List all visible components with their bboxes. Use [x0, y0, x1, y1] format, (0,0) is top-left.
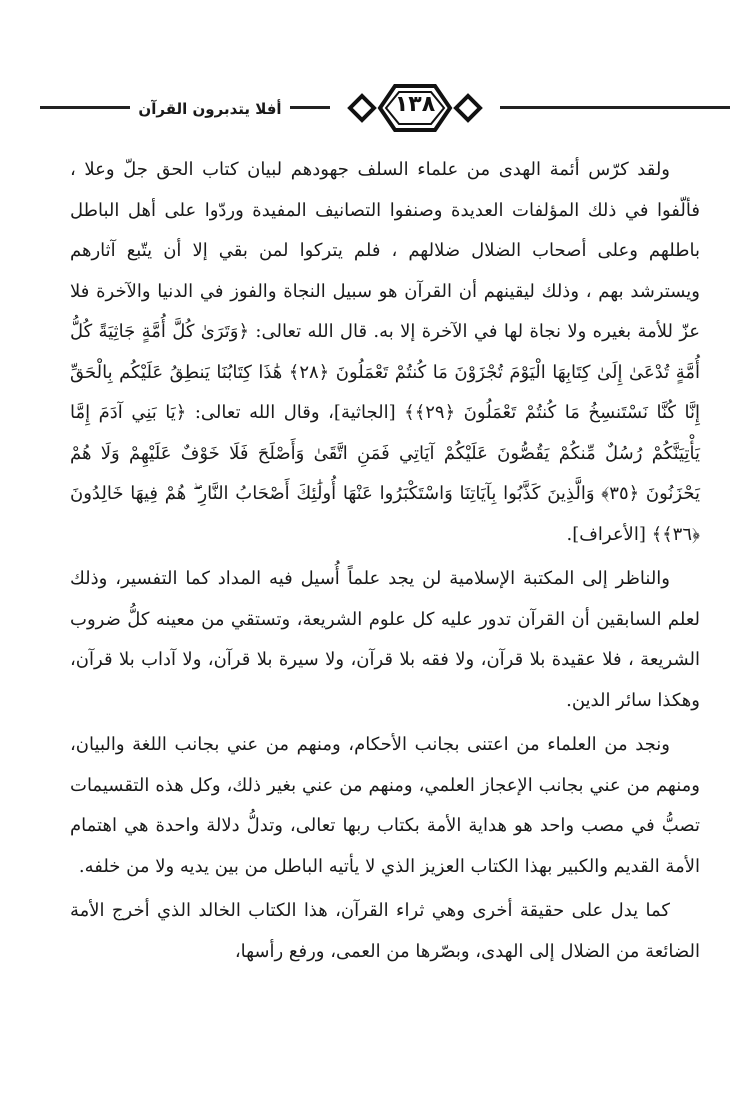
header-rule-right: [500, 106, 730, 109]
surah-citation-al-araf: [الأعراف].: [566, 523, 652, 545]
paragraph-1-connector: ، وقال الله تعالى:: [186, 402, 334, 423]
quran-verse-al-araf: ﴿يَا بَنِي آدَمَ إِمَّا يَأْتِيَنَّكُمْ رُسُلٌ مِّنكُمْ يَقُصُّونَ عَلَيْكُمْ آيَاتِي فَمَنِ اتَّقَىٰ وَأَصْلَحَ فَلَا خَوْفٌ عَلَيْهِمْ وَلَا هُمْ يَحْزَنُونَ ﴿٣٥﴾ وَالَّذِينَ كَذَّبُوا بِآيَاتِنَا وَاسْتَكْبَرُوا عَنْهَا أُولَٰئِكَ أَصْحَابُ النَّارِ ۖ هُمْ فِيهَا خَالِدُونَ ﴿٣٦﴾﴾: [70, 402, 700, 545]
paragraph-4: كما يدل على حقيقة أخرى وهي ثراء القرآن، هذا الكتاب الخالد الذي أخرج الأمة الضائعة من الضلال إلى الهدى، وبصّرها من العمى، ورفع رأسها،: [70, 900, 700, 962]
quran-verse-al-jathiya: ﴿وَتَرَىٰ كُلَّ أُمَّةٍ جَاثِيَةً كُلُّ أُمَّةٍ تُدْعَىٰ إِلَىٰ كِتَابِهَا الْيَوْمَ تُجْزَوْنَ مَا كُنتُمْ تَعْمَلُونَ ﴿٢٨﴾ هَٰذَا كِتَابُنَا يَنطِقُ عَلَيْكُم بِالْحَقِّ إِنَّا كُنَّا نَسْتَنسِخُ مَا كُنتُمْ تَعْمَلُونَ ﴿٢٩﴾﴾: [70, 321, 701, 423]
surah-citation-al-jathiya: [الجاثية]: [333, 402, 405, 423]
page-body: [70, 150, 700, 976]
page-header: [40, 78, 730, 138]
paragraph-2: والناظر إلى المكتبة الإسلامية لن يجد علماً أُسيل فيه المداد كما التفسير، وذلك لعلم السابقين أن القرآن تدور عليه كل علوم الشريعة، وتستقي من معينه كلُّ ضروب الشريعة ، فلا عقيدة بلا قرآن، ولا فقه بلا قرآن، ولا سيرة بلا قرآن، ولا آداب بلا قرآن، وهكذا سائر الدين.: [70, 568, 700, 711]
paragraph-3: ونجد من العلماء من اعتنى بجانب الأحكام، ومنهم من عني بجانب اللغة والبيان، ومنهم من عني بجانب الإعجاز العلمي، ومنهم من عني بغير ذلك، وكل هذه التقسيمات تصبُّ في مصب واحد هو هداية الأمة بكتاب ربها تعالى، وتدلُّ دلالة واحدة هي اهتمام الأمة القديم والكبير بهذا الكتاب العزيز الذي لا يأتيه الباطل من بين يديه ولا من خلفه.: [70, 734, 700, 877]
page-number: ١٣٨: [394, 92, 436, 117]
paragraph-1-text: ولقد كرّس أئمة الهدى من علماء السلف جهودهم لبيان كتاب الحق جلّ وعلا ، فألّفوا في ذلك المؤلفات العديدة وصنفوا التصانيف المفيدة وردّوا على أهل الباطل باطلهم وعلى أصحاب الضلال ضلالهم ، فلم يتركوا لمن بقي إلا أن يتّبع آثارهم ويسترشد بهم ، وذلك ليقينهم أن القرآن هو سبيل النجاة والفوز في الدنيا والآخرة فلا عزّ للأمة بغيره ولا نجاة لها في الآخرة إلا به. قال الله تعالى:: [70, 159, 701, 342]
running-title: أفلا يتدبرون القرآن: [130, 100, 290, 118]
paragraph-1: [70, 150, 700, 555]
